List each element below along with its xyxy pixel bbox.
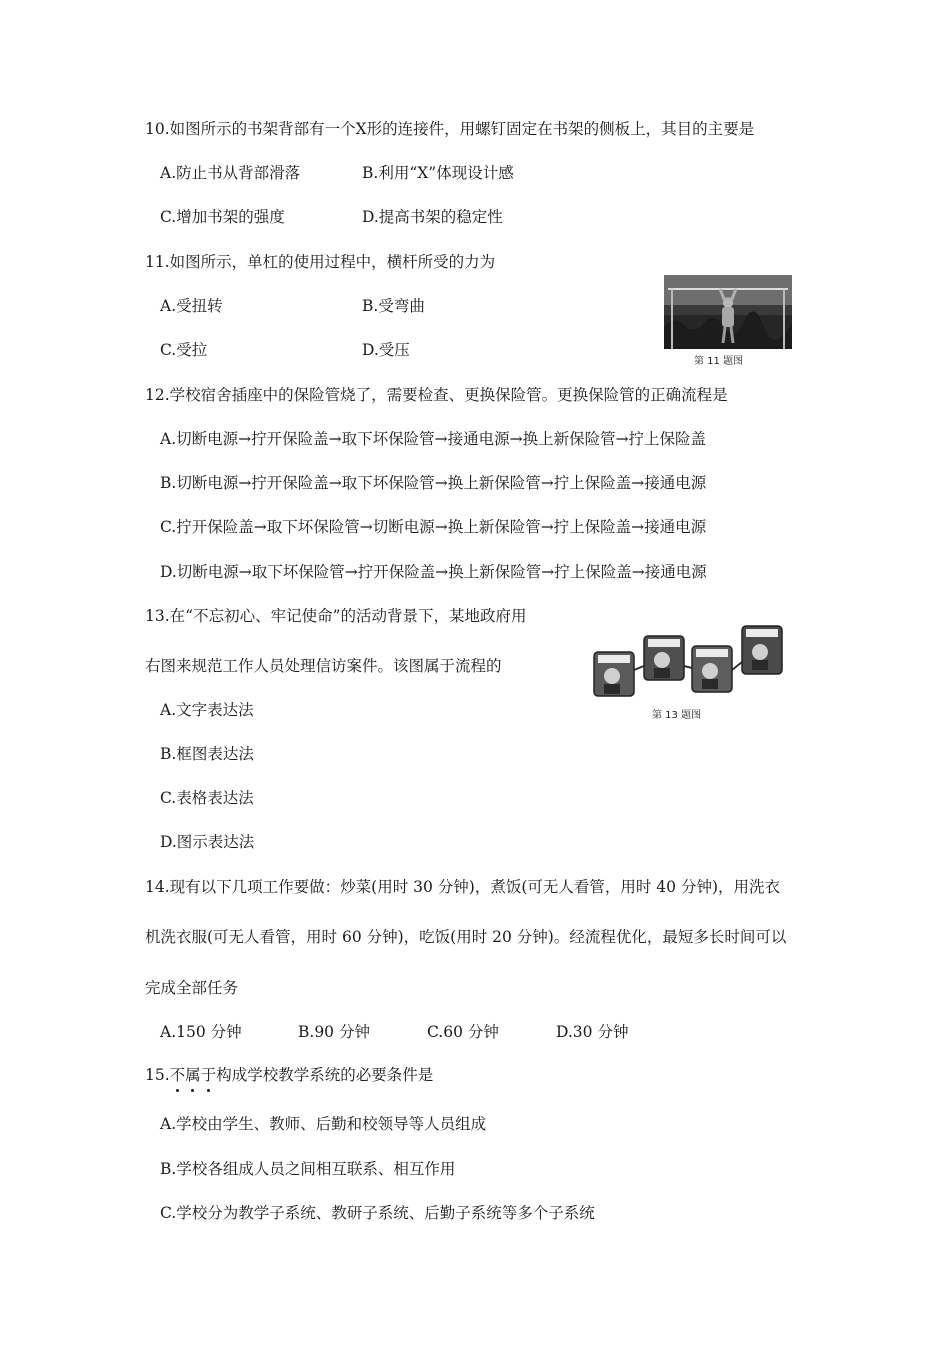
q14-stem-line2: 机洗衣服(可无人看管，用时 60 分钟)，吃饭(用时 20 分钟)。经流程优化，最短多长时间可以 (145, 928, 787, 946)
q11-option-c: C.受拉 (160, 341, 208, 359)
q15-stem-rest: 构成学校教学系统的必要条件是 (216, 1066, 434, 1084)
q12-option-a: A.切断电源→拧开保险盖→取下坏保险管→接通电源→换上新保险管→拧上保险盖 (160, 430, 707, 448)
q15-option-c: C.学校分为教学子系统、教研子系统、后勤子系统等多个子系统 (160, 1204, 595, 1222)
q12-option-b: B.切断电源→拧开保险盖→取下坏保险管→换上新保险管→拧上保险盖→接通电源 (160, 474, 707, 492)
q15-emphasis-char-2: 属 (185, 1066, 201, 1084)
q13-stem-line2: 右图来规范工作人员处理信访案件。该图属于流程的 (145, 657, 502, 675)
q10-option-b: B.利用“X”体现设计感 (362, 164, 514, 182)
q14-stem-line3: 完成全部任务 (145, 979, 239, 997)
q11-option-b: B.受弯曲 (362, 297, 425, 315)
q14-option-c: C.60 分钟 (427, 1023, 499, 1041)
q11-figure-caption: 第 11 题图 (694, 356, 744, 367)
flow-step-1 (594, 652, 634, 696)
q13-option-c: C.表格表达法 (160, 789, 254, 807)
q13-stem-line1: 13.在“不忘初心、牢记使命”的活动背景下，某地政府用 (145, 607, 527, 625)
q15-emphasis-char-3: 于 (200, 1066, 217, 1084)
q10-option-c: C.增加书架的强度 (160, 208, 285, 226)
q11-option-a: A.受扭转 (160, 297, 223, 315)
q15-option-b: B.学校各组成人员之间相互联系、相互作用 (160, 1160, 456, 1178)
q11-stem: 11.如图所示，单杠的使用过程中，横杆所受的力为 (145, 253, 496, 271)
q14-option-a: A.150 分钟 (160, 1023, 242, 1041)
pull-up-bar-photo (664, 275, 792, 349)
q14-stem-line1: 14.现有以下几项工作要做：炒菜(用时 30 分钟)，煮饭(可无人看管，用时 40 分钟)，用洗衣 (145, 878, 780, 896)
q13-option-d: D.图示表达法 (160, 833, 255, 851)
flow-step-3 (692, 646, 732, 692)
flow-step-2 (644, 636, 684, 680)
q13-option-a: A.文字表达法 (160, 701, 254, 719)
q15-stem (145, 1064, 433, 1086)
q15-option-a: A.学校由学生、教师、后勤和校领导等人员组成 (160, 1115, 487, 1133)
q15-emphasis-char-1: 不 (169, 1066, 186, 1084)
q11-option-d: D.受压 (362, 341, 410, 359)
q14-option-d: D.30 分钟 (556, 1023, 629, 1041)
q15-number: 15. (145, 1066, 170, 1084)
q13-figure-caption: 第 13 题图 (652, 710, 702, 721)
q10-option-d: D.提高书架的稳定性 (362, 208, 503, 226)
q10-option-a: A.防止书从背部滑落 (160, 164, 301, 182)
q12-stem: 12.学校宿舍插座中的保险管烧了，需要检查、更换保险管。更换保险管的正确流程是 (145, 386, 728, 404)
flow-step-4 (742, 626, 782, 674)
q12-option-d: D.切断电源→取下坏保险管→拧开保险盖→换上新保险管→拧上保险盖→接通电源 (160, 563, 707, 581)
q13-option-b: B.框图表达法 (160, 745, 254, 763)
q10-stem: 10.如图所示的书架背部有一个X形的连接件，用螺钉固定在书架的侧板上，其目的主要是 (145, 120, 755, 138)
q12-option-c: C.拧开保险盖→取下坏保险管→切断电源→换上新保险管→拧上保险盖→接通电源 (160, 518, 707, 536)
petition-flow-illustration (590, 622, 786, 704)
q14-option-b: B.90 分钟 (298, 1023, 370, 1041)
